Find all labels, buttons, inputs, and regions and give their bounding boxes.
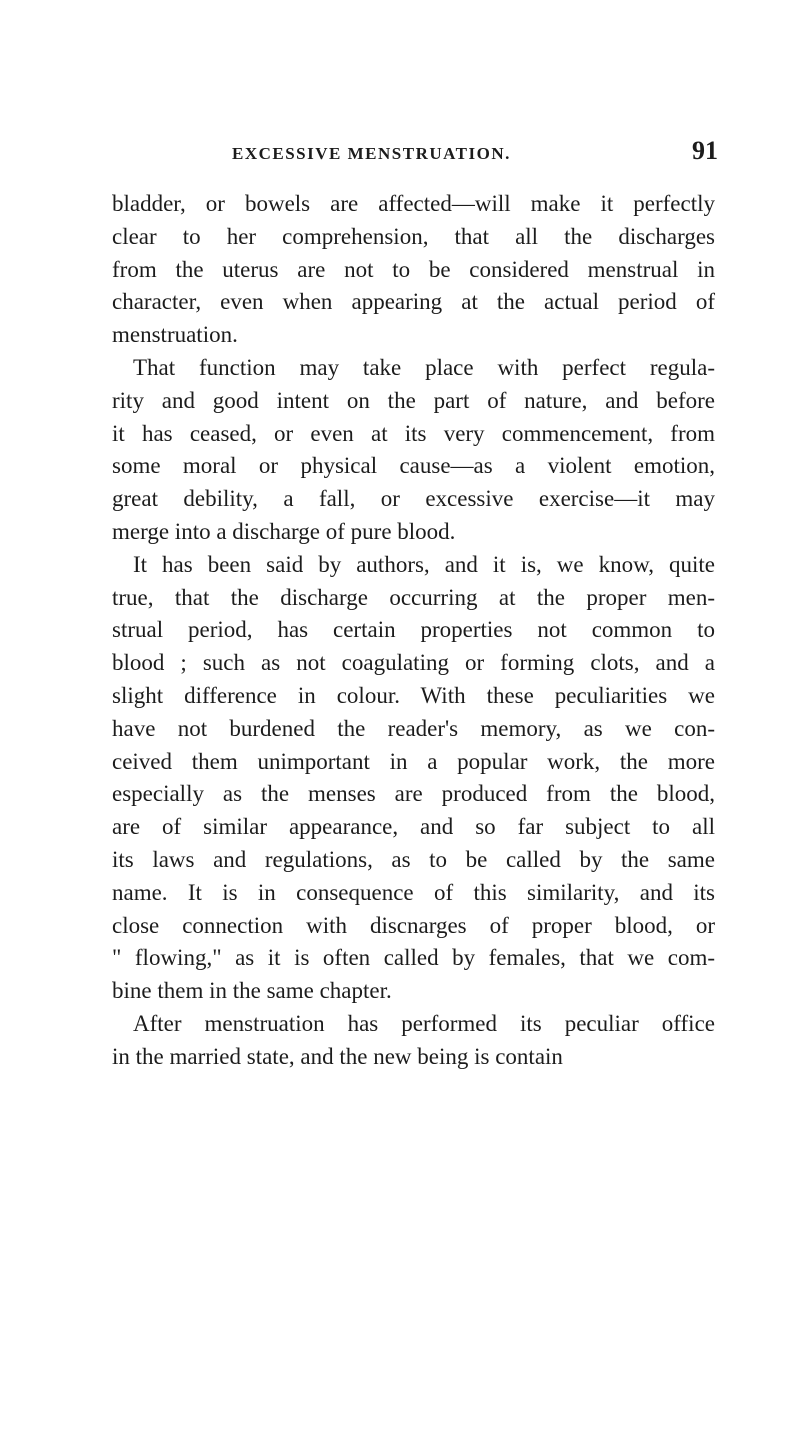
text-line: bladder, or bowels are affected—will make it perfectly bbox=[112, 191, 715, 216]
text-line: some moral or physical cause—as a violent emotion, bbox=[112, 453, 715, 479]
text-line: It has been said by authors, and it is, we know, quite bbox=[133, 551, 715, 577]
paragraph bbox=[112, 352, 715, 549]
text-line: merge into a discharge of pure blood. bbox=[112, 518, 456, 544]
text-line: character, even when appearing at the actual period of bbox=[112, 289, 715, 315]
text-line: it has ceased, or even at its very commencement, from bbox=[112, 420, 715, 446]
text-line: clear to her comprehension, that all the discharges bbox=[112, 223, 715, 249]
text-line: name. It is in consequence of this similarity, and its bbox=[112, 879, 715, 905]
paragraph bbox=[112, 549, 715, 1008]
text-line: its laws and regulations, as to be called by the same bbox=[112, 846, 715, 872]
text-line: That function may take place with perfect regula- bbox=[133, 354, 715, 380]
text-line: great debility, a fall, or excessive exercise—it may bbox=[112, 486, 715, 512]
paragraph bbox=[112, 1008, 715, 1074]
text-line: bine them in the same chapter. bbox=[112, 978, 392, 1004]
page-header bbox=[232, 136, 718, 170]
text-line: menstruation. bbox=[112, 322, 238, 348]
text-line: from the uterus are not to be considered menstrual in bbox=[112, 256, 715, 282]
text-line: strual period, has certain properties not common to bbox=[112, 617, 715, 643]
text-line: in the married state, and the new being is contain bbox=[112, 1043, 563, 1069]
text-line: blood ; such as not coagulating or forming clots, and a bbox=[112, 650, 715, 676]
running-title: EXCESSIVE MENSTRUATION. bbox=[232, 144, 511, 163]
text-line: close connection with discnarges of proper blood, or bbox=[112, 912, 715, 938]
text-line: true, that the discharge occurring at the proper men- bbox=[112, 584, 715, 610]
text-line: are of similar appearance, and so far subject to all bbox=[112, 814, 715, 840]
text-line: have not burdened the reader's memory, as we con- bbox=[112, 715, 715, 741]
page-number: 91 bbox=[692, 136, 718, 165]
text-line: After menstruation has performed its peculiar office bbox=[133, 1010, 715, 1036]
paragraph bbox=[112, 188, 715, 352]
text-line: rity and good intent on the part of nature, and before bbox=[112, 387, 715, 413]
text-line: " flowing," as it is often called by females, that we com- bbox=[112, 945, 715, 971]
text-line: ceived them unimportant in a popular work, the more bbox=[112, 748, 715, 774]
text-line: especially as the menses are produced from the blood, bbox=[112, 781, 715, 807]
body-text bbox=[112, 188, 715, 1074]
text-line: slight difference in colour. With these peculiarities we bbox=[112, 682, 715, 708]
